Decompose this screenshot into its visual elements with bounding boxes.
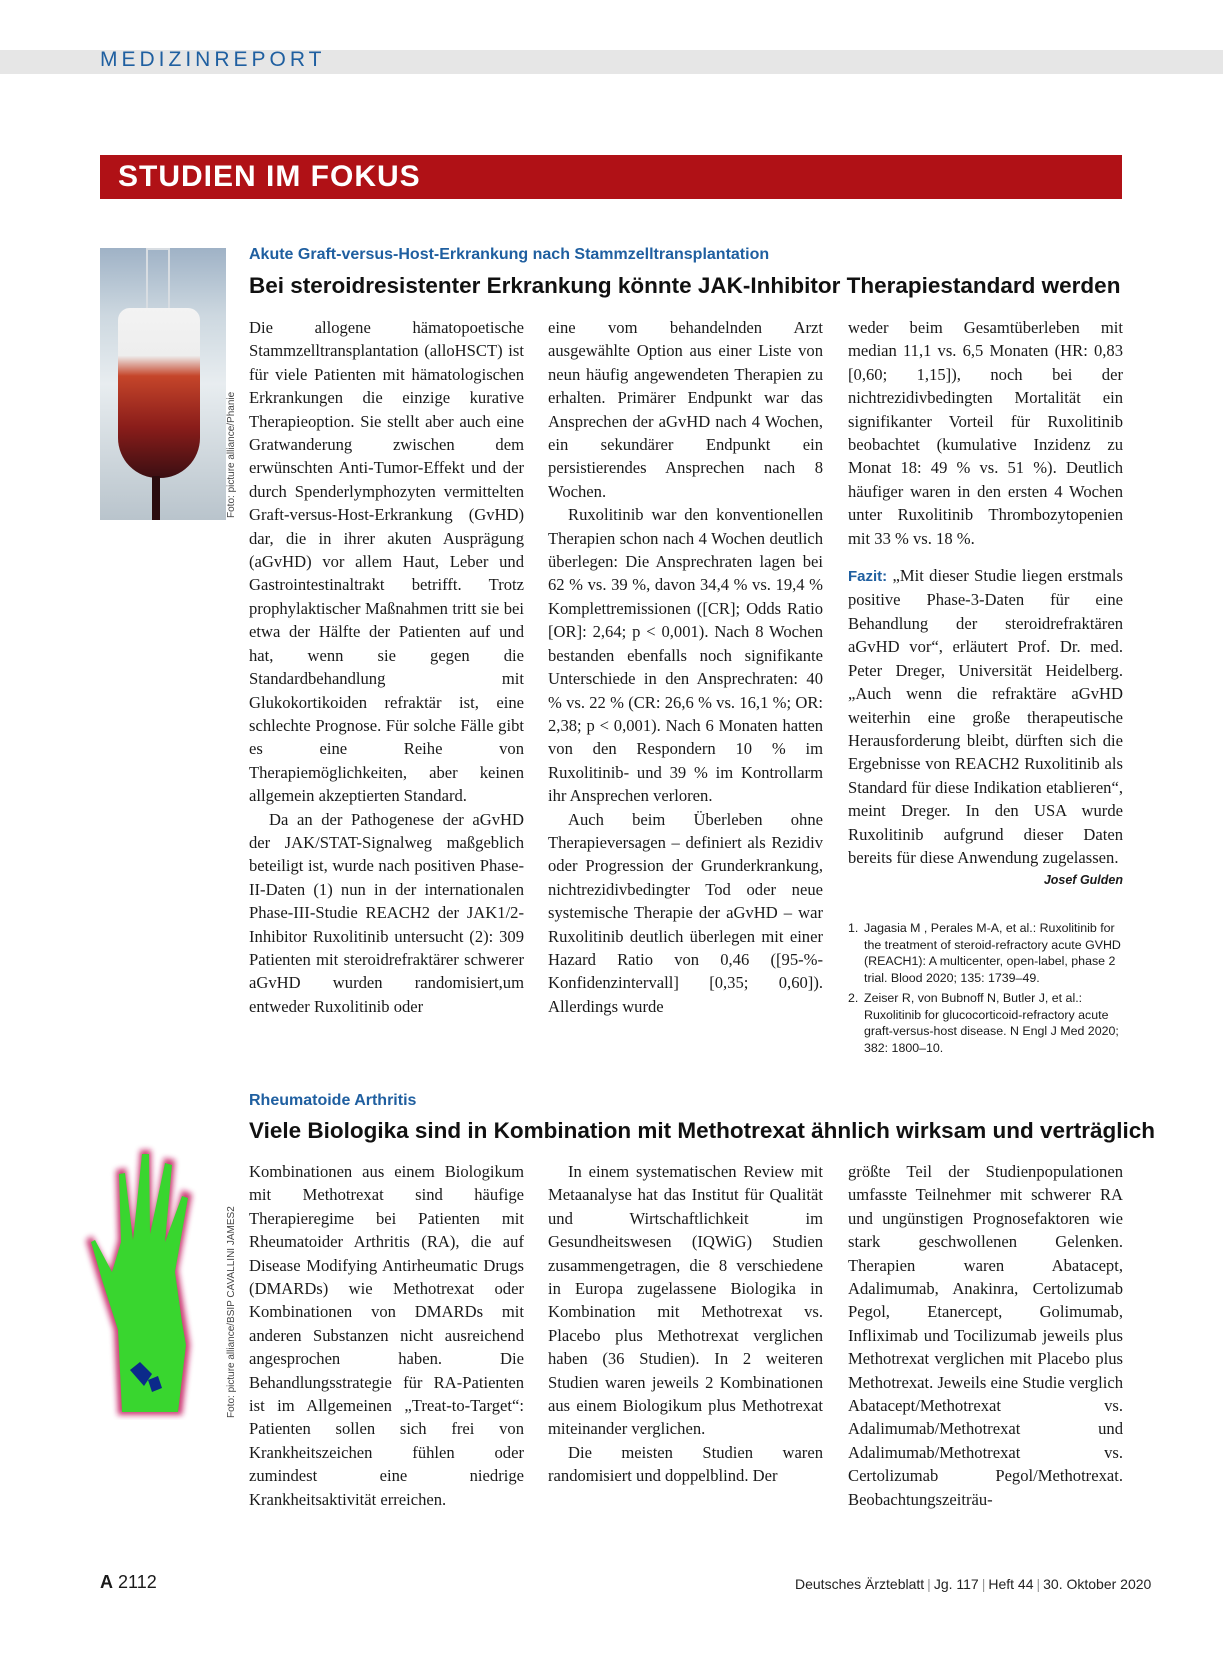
photo-credit-1: Foto: picture alliance/Phanie bbox=[226, 391, 237, 518]
journal-issue: Heft 44 bbox=[988, 1576, 1034, 1592]
article2-column-2 bbox=[548, 1160, 823, 1488]
page-number-value: 2112 bbox=[118, 1572, 157, 1592]
journal-date: 30. Oktober 2020 bbox=[1043, 1576, 1152, 1592]
references bbox=[848, 920, 1123, 1060]
author: Josef Gulden bbox=[1043, 873, 1123, 888]
blood-bag-photo bbox=[100, 248, 226, 520]
article1-kicker: Akute Graft-versus-Host-Erkrankung nach Stammzelltransplantation bbox=[249, 246, 770, 263]
paragraph: Da an der Pathogenese der aGvHD der JAK/STAT-Signalweg maßgeblich beteiligt ist, wurde nach positiven Phase-II-Daten (1) nun in der internationalen Phase-III-Studie REACH2 der JAK1/2-Inhibitor Ruxolitinib untersucht (2): 309 Patienten mit steroidrefraktärer schwerer aGvHD wurden randomisiert,um entweder Ruxolitinib oder bbox=[249, 809, 524, 1016]
bag-hook bbox=[146, 248, 170, 312]
paragraph: größte Teil der Studienpopulationen umfasste Teilnehmer mit schwerer RA und ungünstigen Prognosefaktoren wie stark geschwollenen Gelenken. Therapien waren Abatacept, Adalimumab, Anakinra, Certolizumab Pegol, Etanercept, Golimumab, Infliximab und Tocilizumab jeweils plus Methotrexat verglichen mit Placebo plus Methotrexat. Jeweils eine Studie verglich Abatacept/Methotrexat vs. Adalimumab/Methotrexat und Adalimumab/Methotrexat vs. Certolizumab Pegol/Methotrexat. Beobachtungszeiträu- bbox=[848, 1162, 1123, 1509]
article2-kicker: Rheumatoide Arthritis bbox=[249, 1092, 417, 1109]
reference-item bbox=[848, 920, 1123, 986]
journal-name: Deutsches Ärzteblatt bbox=[795, 1576, 925, 1592]
paragraph: Auch beim Überleben ohne Therapieversagen – definiert als Rezidiv oder Progression der Grunderkrankung, nichtrezidivbedingter Tod oder neue systemische Therapie der aGvHD – war Ruxolitinib deutlich überlegen mit einer Hazard Ratio von 0,46 ([95-%-Konfidenzintervall] [0,35; 0,60]). Allerdings wurde bbox=[548, 809, 823, 1016]
article1-column-1 bbox=[249, 316, 524, 1018]
paragraph: weder beim Gesamtüberleben mit median 11,1 vs. 6,5 Monaten (HR: 0,83 [0,60; 1,15]), noch bei der nichtrezidivbedingten Mortalität ein signifikanter Vorteil für Ruxolitinib beobachtet (kumulative Inzidenz zu Monat 18: 49 % vs. 51 %). Deutlich häufiger waren in den ersten 4 Wochen unter Ruxolitinib Thrombozytopenien mit 33 % vs. 18 %. bbox=[848, 318, 1123, 548]
paragraph: eine vom behandelnden Arzt ausgewählte Option aus einer Liste von neun häufig angewendeten Therapien zu erhalten. Primärer Endpunkt war das Ansprechen der aGvHD nach 4 Wochen, ein sekundärer Endpunkt ein persistierendes Ansprechen nach 8 Wochen. bbox=[548, 318, 823, 501]
paragraph: Ruxolitinib war den konventionellen Therapien schon nach 4 Wochen deutlich überlegen: Die Ansprechraten lagen bei 62 % vs. 39 %, davon 34,4 % vs. 19,4 % Komplettremissionen ([CR]; Odds Ratio [OR]: 2,64; p < 0,001). Nach 8 Wochen bestanden ebenfalls noch signifikante Unterschiede in den Ansprechraten: 40 % vs. 22 % (CR: 26,6 % vs. 16,1 %; OR: 2,38; p < 0,001). Nach 6 Monaten hatten von den Respondern 10 % im Ruxolitinib- und 39 % im Kontrollarm ihr Ansprechen verloren. bbox=[548, 505, 823, 806]
xray-hand-photo bbox=[78, 1130, 228, 1420]
reference-number: 2. bbox=[848, 991, 859, 1005]
journal-info: Deutsches Ärzteblatt | Jg. 117 | Heft 44 | 30. Oktober 2020 bbox=[795, 1576, 1152, 1592]
photo-credit-2: Foto: picture alliance/BSIP CAVALLINI JAMES2 bbox=[226, 1206, 237, 1418]
paragraph: Die meisten Studien waren randomisiert und doppelblind. Der bbox=[548, 1442, 823, 1486]
fazit-paragraph bbox=[848, 564, 1123, 888]
article2-headline: Viele Biologika sind in Kombination mit Methotrexat ähnlich wirksam und verträglich bbox=[249, 1118, 1155, 1143]
article1-headline: Bei steroidresistenter Erkrankung könnte JAK-Inhibitor Therapiestandard werden bbox=[249, 273, 1121, 298]
reference-text: Zeiser R, von Bubnoff N, Butler J, et al.: Ruxolitinib for glucocorticoid-refractory acute graft-versus-host disease. N Engl J Med 2020; 382: 1800–10. bbox=[864, 991, 1119, 1055]
reference-item bbox=[848, 990, 1123, 1056]
blood-bag bbox=[118, 308, 200, 478]
page-prefix: A bbox=[100, 1572, 113, 1592]
article2-column-1 bbox=[249, 1160, 524, 1511]
article1-column-3 bbox=[848, 316, 1123, 893]
section-label: MEDIZINREPORT bbox=[100, 48, 326, 71]
fazit-label: Fazit: bbox=[848, 568, 888, 586]
paragraph: Kombinationen aus einem Biologikum mit Methotrexat sind häufige Therapieregime bei Patienten mit Rheumatoider Arthritis (RA), die auf Disease Modifying Antirheumatic Drugs (DMARDs) wie Methotrexat oder Kombinationen von DMARDs mit anderen Substanzen nicht ausreichend angesprochen haben. Die Behandlungsstrategie für RA-Patienten ist im Allgemeinen „Treat-to-Target“: Patienten sollen sich frei von Krankheitszeichen fühlen oder zumindest eine niedrige Krankheitsaktivität erreichen. bbox=[249, 1162, 524, 1509]
reference-number: 1. bbox=[848, 921, 859, 935]
page-number bbox=[100, 1572, 157, 1593]
journal-volume: Jg. 117 bbox=[933, 1576, 979, 1592]
paragraph: In einem systematischen Review mit Metaanalyse hat das Institut für Qualität und Wirtschaftlichkeit im Gesundheitswesen (IQWiG) Studien zusammengetragen, die 8 verschiedene in Europa zugelassene Biologika in Kombination mit Methotrexat vs. Placebo plus Methotrexat verglichen haben (36 Studien). In 2 weiteren Studien waren jeweils 2 Kombinationen aus einem Biologikum plus Methotrexat miteinander verglichen. bbox=[548, 1162, 823, 1439]
banner-title: STUDIEN IM FOKUS bbox=[100, 155, 1122, 199]
reference-text: Jagasia M , Perales M-A, et al.: Ruxolitinib for the treatment of steroid-refractory acute GVHD (REACH1): A multicenter, open-label, phase 2 trial. Blood 2020; 135: 1739–49. bbox=[864, 921, 1121, 985]
xray-hand-illustration bbox=[78, 1130, 228, 1420]
article1-column-2 bbox=[548, 316, 823, 1018]
fazit-text: „Mit dieser Studie liegen erstmals positive Phase-3-Daten für eine Behandlung der steroidrefraktären aGvHD vor“, erläutert Prof. Dr. med. Peter Dreger, Universität Heidelberg. „Auch wenn die refraktäre aGvHD weiterhin eine große therapeutische Herausforderung bleibt, dürften sich die Ergebnisse von REACH2 Ruxolitinib als Standard für diese Indikation etablieren“, meint Dreger. In den USA wurde Ruxolitinib aufgrund dieser Daten bereits für diese Anwendung zugelassen. bbox=[848, 566, 1123, 867]
paragraph: Die allogene hämatopoetische Stammzelltransplantation (alloHSCT) ist für viele Patienten mit hämatologischen Erkrankungen die einzige kurative Therapieoption. Sie stellt aber auch eine Gratwanderung zwischen dem erwünschten Anti-Tumor-Effekt und der durch Spenderlymphozyten vermittelten Graft-versus-Host-Erkrankung (GvHD) dar, die in ihrer akuten Ausprägung (aGvHD) vor allem Haut, Leber und Gastrointestinaltrakt betrifft. Trotz prophylaktischer Maßnahmen tritt sie bei etwa der Hälfte der Patienten auf und hat, wenn sie gegen die Standardbehandlung mit Glukokortikoiden refraktär ist, eine schlechte Prognose. Für solche Fälle gibt es eine Reihe von Therapiemöglichkeiten, aber keinen allgemein akzeptierten Standard. bbox=[249, 318, 524, 806]
bag-tube bbox=[152, 476, 160, 520]
article2-column-3 bbox=[848, 1160, 1123, 1511]
